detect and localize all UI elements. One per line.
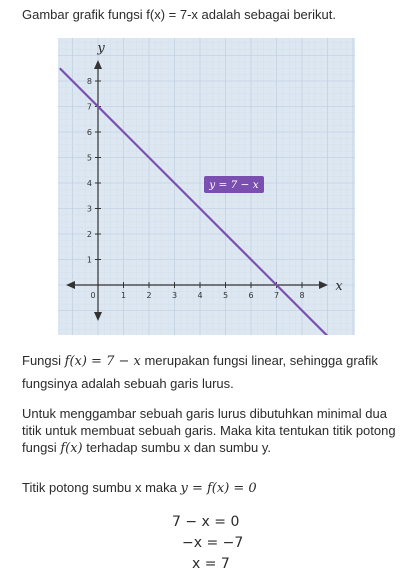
y-axis-label: y	[97, 41, 105, 56]
x-tick-label: 8	[299, 291, 305, 300]
paragraph-linear-function	[22, 350, 397, 395]
y-tick-label: 6	[86, 128, 92, 137]
y-tick-label: 2	[86, 230, 92, 239]
x-tick-label: 0	[90, 291, 96, 300]
paragraph-two-points	[22, 405, 397, 457]
p2-math: f(x)	[60, 441, 83, 456]
y-tick-label: 1	[86, 255, 92, 265]
equation-step-2: −x = −7	[182, 535, 244, 551]
y-tick-label: 4	[86, 179, 92, 188]
line-label-text: y = 7 − x	[209, 179, 259, 191]
p1-text-a: Fungsi	[22, 353, 65, 368]
p3-math: y = f(x) = 0	[180, 481, 257, 496]
y-tick-label: 7	[86, 102, 92, 112]
equation-step-1: 7 − x = 0	[172, 514, 240, 530]
x-axis-label: x	[335, 279, 343, 294]
p3-text-a: Titik potong sumbu x maka	[22, 480, 181, 495]
x-tick-label: 2	[146, 291, 152, 300]
p1-text-b: merupakan fungsi linear, sehingga grafik fungsinya adalah sebuah garis lurus.	[22, 353, 378, 391]
x-tick-label: 5	[222, 291, 229, 300]
y-tick-label: 3	[86, 204, 92, 214]
paragraph-x-intercept	[22, 477, 397, 500]
x-tick-label: 4	[197, 291, 203, 300]
x-tick-label: 3	[171, 291, 178, 300]
y-tick-label: 8	[86, 77, 92, 86]
x-tick-label: 7	[273, 291, 280, 300]
p2-text-b: terhadap sumbu x dan sumbu y.	[82, 440, 271, 455]
intro-text: Gambar grafik fungsi f(x) = 7-x adalah sebagai berikut.	[22, 7, 336, 22]
p1-math: f(x) = 7 − x	[64, 354, 141, 369]
p2-text-a: Untuk menggambar sebuah garis lurus dibutuhkan minimal dua titik untuk membuat sebuah garis. Maka kita tentukan titik potong fungsi	[22, 406, 396, 455]
equation-step-3: x = 7	[192, 556, 230, 572]
x-tick-label: 6	[248, 291, 254, 300]
x-tick-label: 1	[120, 291, 127, 300]
y-tick-label: 5	[86, 153, 92, 163]
line-label	[204, 176, 264, 193]
function-graph	[58, 38, 355, 335]
